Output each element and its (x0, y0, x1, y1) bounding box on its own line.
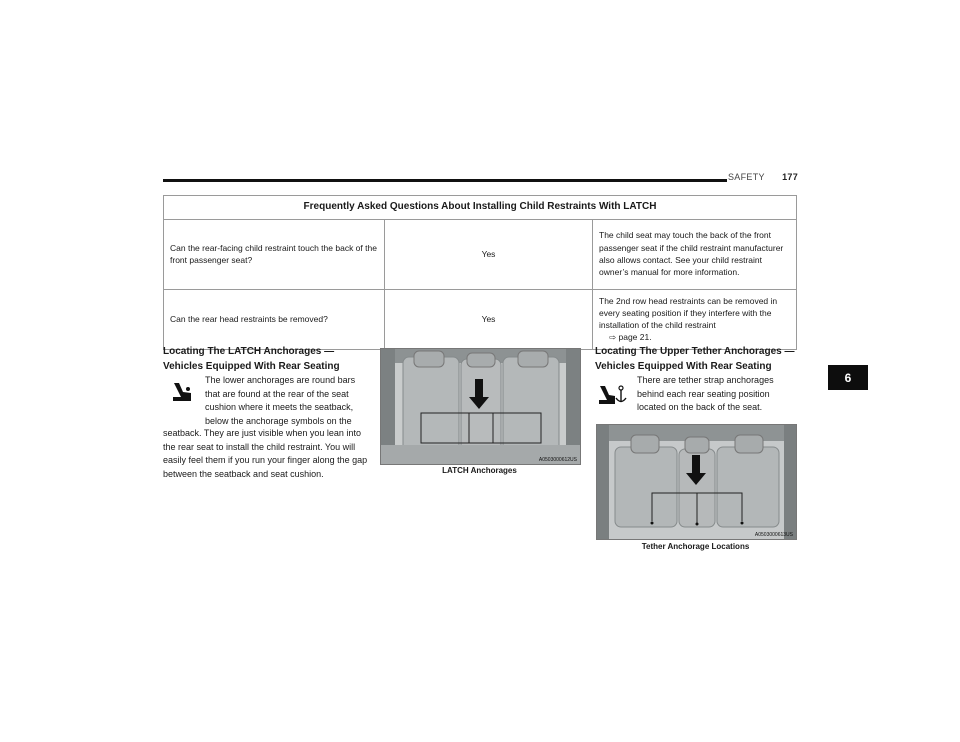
latch-figure-caption: LATCH Anchorages (442, 466, 517, 475)
svg-text:A0503000612US: A0503000612US (538, 457, 577, 463)
faq-table-title: Frequently Asked Questions About Installing Child Restraints With LATCH (164, 196, 797, 220)
section-title: SAFETY (728, 172, 765, 182)
page-reference-label: page 21. (618, 332, 652, 343)
tether-figure-caption: Tether Anchorage Locations (641, 542, 750, 551)
chapter-tab[interactable]: 6 (828, 365, 868, 390)
arrow-right-icon: ⇨ (609, 332, 617, 343)
table-row (164, 219, 797, 289)
table-cell-answer: Yes (385, 289, 593, 349)
latch-anchor-symbol-icon (170, 381, 194, 405)
latch-body-indented: The lower anchorages are round bars that are found at the rear of the seat cushion where it meets the seatback, below the anchorage symbols on the (205, 375, 356, 426)
page-reference-link[interactable] (609, 331, 652, 343)
table-cell-detail (593, 289, 797, 349)
tether-heading: Locating The Upper Tether Anchorages — Vehicles Equipped With Rear Seating (595, 346, 795, 372)
table-cell-answer: Yes (385, 219, 593, 289)
table-cell-detail: The child seat may touch the back of the front passenger seat if the child restraint manufacturer also allows contact. See your child restraint owner’s manual for more information. (593, 219, 797, 289)
table-cell-question: Can the rear head restraints be removed? (164, 289, 385, 349)
page-header (728, 172, 798, 182)
table-row (164, 289, 797, 349)
faq-table (163, 195, 797, 350)
detail-text: The 2nd row head restraints can be removed in every seating position if they interfere with the installation of the child restraint (599, 295, 778, 331)
latch-anchorages-photo (380, 348, 581, 465)
tether-anchorage-photo (596, 424, 797, 540)
latch-heading: Locating The LATCH Anchorages — Vehicles Equipped With Rear Seating (163, 346, 340, 372)
header-rule (163, 179, 727, 182)
page-number: 177 (782, 172, 798, 182)
tether-anchor-symbol-icon (597, 382, 627, 408)
latch-body-paragraph: seatback. They are just visible when you lean into the rear seat to install the child restraint. You will easily feel them if you run your finger along the gap between the seatback and seat cushion. (163, 428, 368, 479)
table-cell-question: Can the rear-facing child restraint touch the back of the front passenger seat? (164, 219, 385, 289)
svg-text:A0503000613US: A0503000613US (754, 532, 793, 538)
tether-body: There are tether strap anchorages behind each rear seating position located on the back of the seat. (637, 375, 774, 412)
